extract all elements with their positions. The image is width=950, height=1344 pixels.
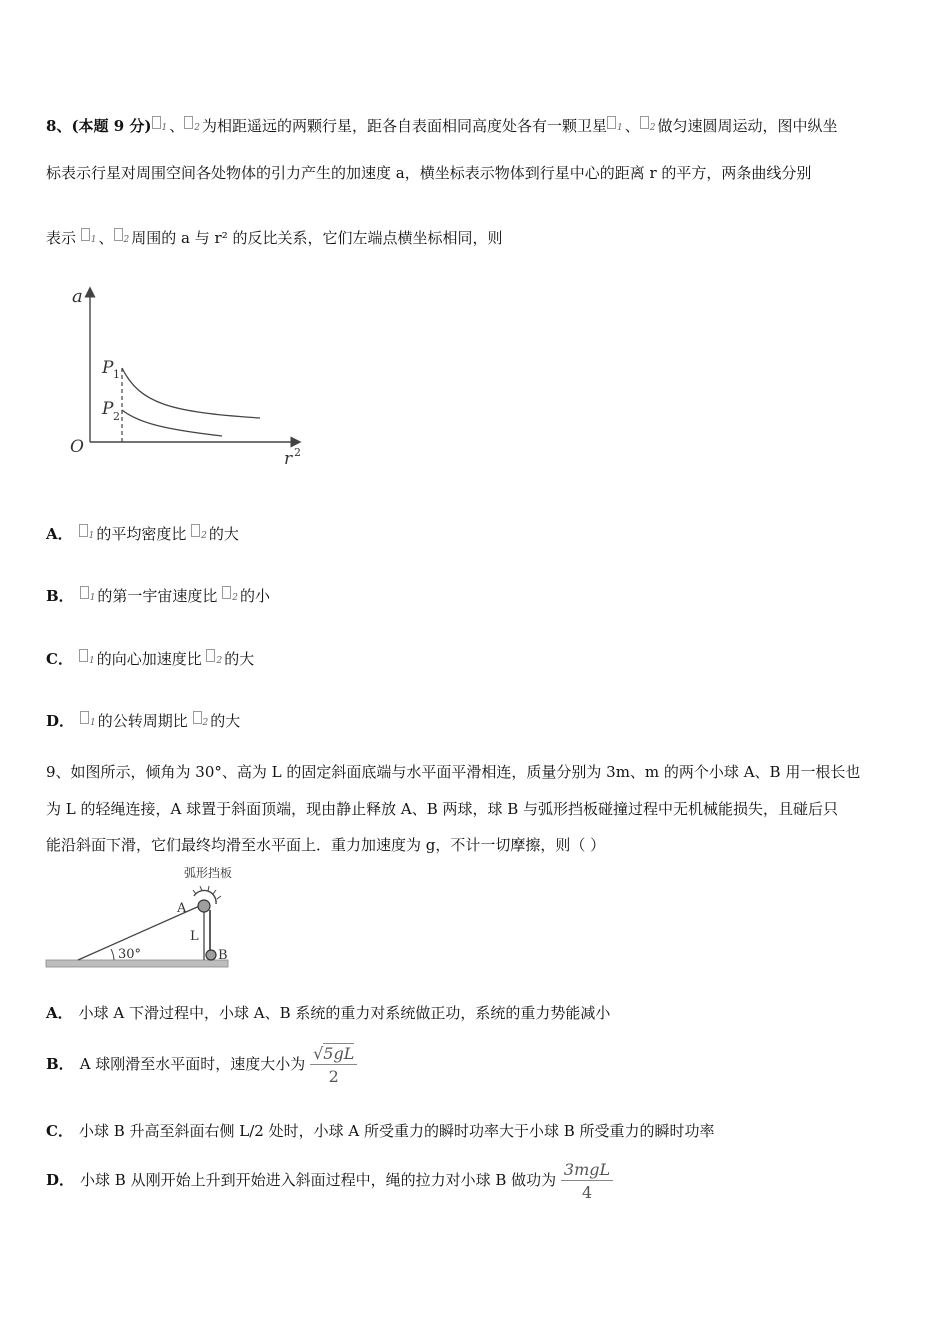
q8-line-1: 8、(本题 9 分) 1 、 2 为相距遥远的两颗行星，距各自表面相同高度处各有一颗卫星 1 、 2 做匀速圆周运动，图中纵坐 [46, 117, 838, 135]
y-axis-label: a [72, 286, 83, 307]
q9-option-d[interactable]: D． 小球 B 从刚开始上升到开始进入斜面过程中，绳的拉力对小球 B 做功为 $\frac{\text{3mgL}}{4}$ [46, 1158, 613, 1203]
ball-a-label: A [177, 901, 187, 916]
planet-p1-placeholder-icon [79, 524, 88, 537]
q8-line3-text: 周围的 a 与 r² 的反比关系，它们左端点横坐标相同，则 [131, 229, 503, 247]
q8-option-b[interactable]: B． 1 的第一宇宙速度比 2 的小 [46, 587, 270, 605]
q8-graph [60, 282, 310, 472]
ball-b-label: B [218, 948, 228, 963]
curve-p1 [122, 368, 260, 418]
q8-points: (本题 9 分) [71, 117, 152, 135]
planet-p1-placeholder-icon [80, 586, 89, 599]
satellite-s1-placeholder-icon [79, 649, 88, 662]
q9-line-2: 为 L 的轻绳连接，A 球置于斜面顶端，现由静止释放 A、B 两球，球 B 与弧形挡板碰撞过程中无机械能损失，且碰后只 [46, 800, 839, 818]
fraction-b: $\frac{√5gL}{2}$ [310, 1044, 357, 1087]
satellite-s1-placeholder-icon [607, 116, 616, 129]
planet-p2-placeholder-icon [191, 524, 200, 537]
baffle-label: 弧形挡板 [184, 866, 233, 880]
p2-label: P [102, 399, 114, 419]
satellite-s2-placeholder-icon [193, 711, 202, 724]
satellite-s2-placeholder-icon [206, 649, 215, 662]
q9-option-c[interactable]: C． 小球 B 升高至斜面右侧 L/2 处时，小球 A 所受重力的瞬时功率大于小球 B 所受重力的瞬时功率 [46, 1122, 715, 1140]
p1-label: P [102, 358, 114, 378]
q9-figure [44, 862, 234, 972]
q8-line1-text-b: 做匀速圆周运动，图中纵坐 [657, 117, 838, 135]
planet-p2-placeholder-icon [114, 228, 123, 241]
p1-label-sub: 1 [113, 368, 120, 381]
q8-option-d[interactable]: D． 1 的公转周期比 2 的大 [46, 712, 241, 730]
q9-option-b[interactable]: B． A 球刚滑至水平面时，速度大小为 $\frac{√5gL}{2}$ [46, 1042, 357, 1087]
planet-p1-placeholder-icon [81, 228, 90, 241]
q8-option-c[interactable]: C． 1 的向心加速度比 2 的大 [46, 650, 255, 668]
fraction-d: $\frac{\text{3mgL}}{4}$ [561, 1160, 613, 1203]
q9-option-a[interactable]: A． 小球 A 下滑过程中，小球 A、B 系统的重力对系统做正功，系统的重力势能减小 [46, 1004, 611, 1022]
q8-number: 8、 [46, 117, 72, 135]
planet-p2-placeholder-icon [222, 586, 231, 599]
planet-p1-placeholder-icon [152, 116, 161, 129]
curve-p2 [122, 410, 222, 436]
ball-a [198, 900, 210, 912]
rope-label: L [190, 929, 199, 944]
q9-line-1: 9、如图所示，倾角为 30°、高为 L 的固定斜面底端与水平面平滑相连，质量分别为 3m、m 的两个小球 A、B 用一根长也 [46, 763, 861, 781]
satellite-s1-placeholder-icon [80, 711, 89, 724]
p2-label-sub: 2 [113, 410, 120, 423]
x-axis-label-sup: 2 [294, 446, 301, 459]
x-axis-label: r [284, 449, 293, 469]
q8-line-3: 表示 1 、 2 周围的 a 与 r² 的反比关系，它们左端点横坐标相同，则 [46, 229, 503, 247]
ball-b [206, 950, 216, 960]
angle-arc [111, 949, 114, 960]
q8-line1-text-a: 为相距遥远的两颗行星，距各自表面相同高度处各有一颗卫星 [202, 117, 608, 135]
planet-p2-placeholder-icon [184, 116, 193, 129]
satellite-s2-placeholder-icon [640, 116, 649, 129]
origin-label: O [70, 437, 84, 457]
q9-line-3: 能沿斜面下滑，它们最终均滑至水平面上．重力加速度为 g，不计一切摩擦，则（ ） [46, 836, 606, 854]
angle-label: 30° [118, 947, 142, 962]
q8-option-a[interactable]: A． 1 的平均密度比 2 的大 [46, 525, 239, 543]
q8-line-2: 标表示行星对周围空间各处物体的引力产生的加速度 a，横坐标表示物体到行星中心的距离 r 的平方，两条曲线分别 [46, 164, 812, 182]
